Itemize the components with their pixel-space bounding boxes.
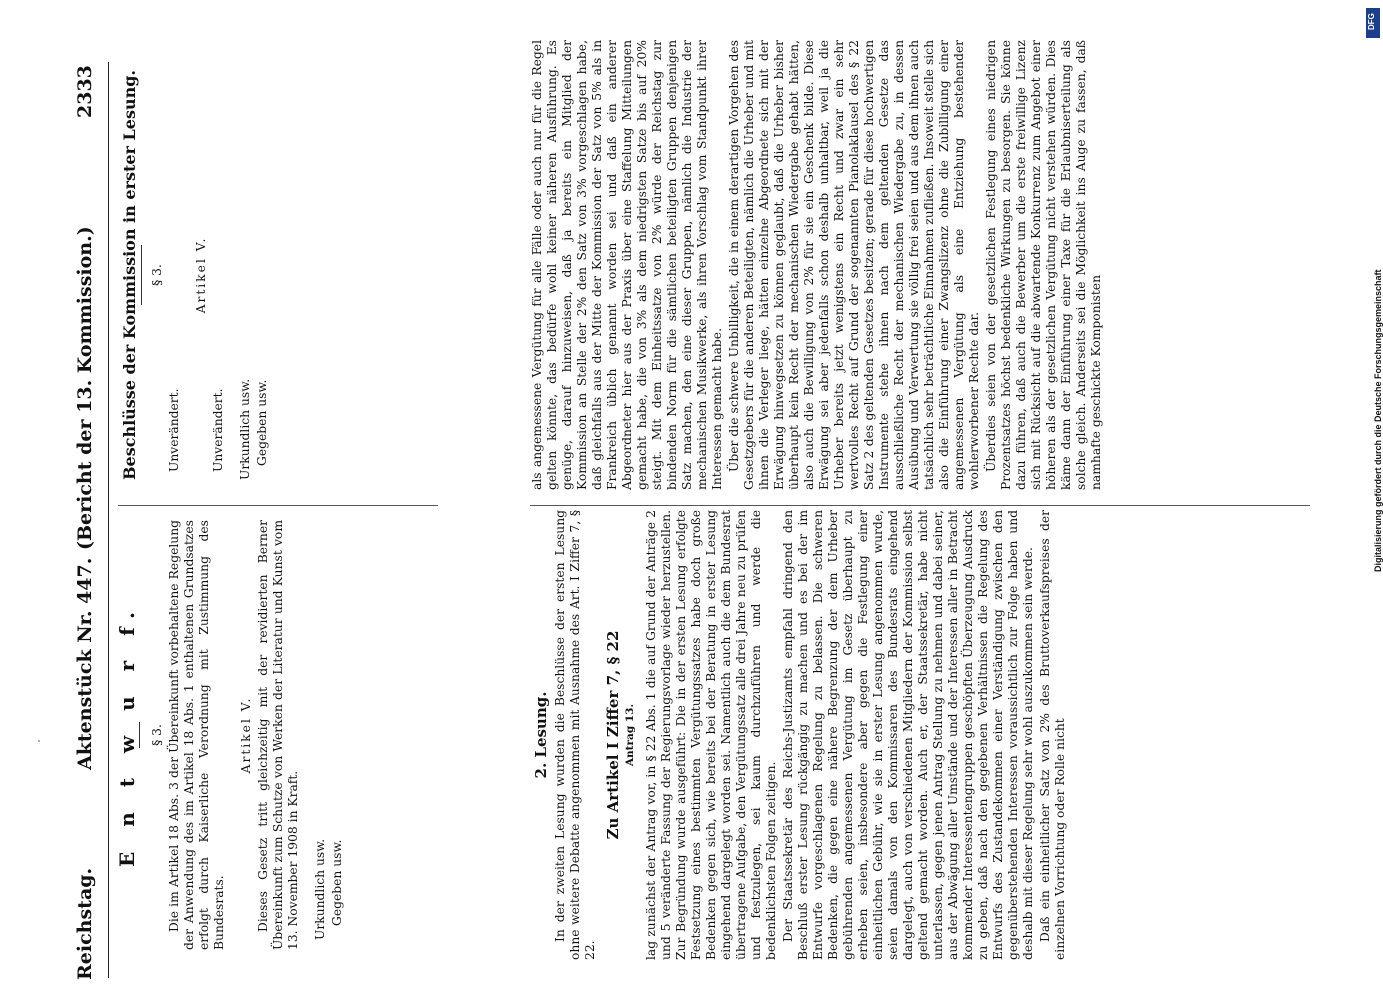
lesung-section — [530, 510, 1070, 960]
beschluesse-gegeben: Gegeben usw. — [255, 379, 269, 466]
lesung-heading: 2. Lesung. — [532, 691, 550, 779]
header-aktenstueck: Aktenstück Nr. 447. — [74, 557, 96, 770]
lesung-paragraph-3: Daß ein einheitlicher Satz von 2% des Bruttoverkaufspreises der einzelnen Vorrichtung oder Rolle nicht — [1038, 510, 1067, 960]
beschluesse-section — [118, 60, 272, 490]
digitization-credit-text: Digitalisierung gefördert durch die Deutsche Forschungsgemeinschaft — [1373, 269, 1383, 572]
beschluesse-paragraph-text: Unverändert. — [167, 388, 181, 472]
entwurf-paragraph-heading: § 3. — [150, 724, 164, 746]
entwurf-title-rule — [139, 722, 140, 748]
beschluesse-title-rule — [141, 245, 142, 305]
entwurf-gegeben: Gegeben usw. — [330, 839, 344, 926]
scan-speck — [38, 740, 40, 742]
header-bericht: (Bericht der 13. Kommission.) — [74, 226, 96, 550]
entwurf-title: E n t w u r f. — [115, 603, 139, 867]
beschluesse-article-heading: Artikel V. — [194, 236, 208, 314]
lesung-paragraph-1: lag zunächst der Antrag vor, in § 22 Abs. 1 die auf Grund der Anträge 2 und 5 veränderte Fassung der Regierungsvorlage wieder herzustellen. Zur Begründung wurde ausgeführt: Die in der ersten Lesung erfolgte Festsetzung eines bestimmten Vergütungssatzes habe doch große Bedenken gegen sich, wie bereits bei der Beratung in erster Lesung eingehend dargelegt worden sei. Namentlich auch die dem Bundesrat übertragene Aufgabe, den Vergütungssatz alle drei Jahre neu zu prüfen und festzulegen, sei kaum durchzuführen und werde die bedenklichsten Folgen zeitigen. — [644, 510, 778, 960]
entwurf-urkundlich: Urkundlich usw. — [313, 838, 327, 940]
beschluesse-urkundlich: Urkundlich usw. — [238, 378, 252, 480]
lesung-subheading: Zu Artikel I Ziffer 7, § 22 — [604, 630, 622, 840]
entwurf-section — [115, 520, 347, 950]
entwurf-paragraph-text: Die im Artikel 18 Abs. 3 der Übereinkunft vorbehaltene Regelung der Anwendung des im Artikel 18 Abs. 1 enthaltenen Grundsatzes erfolgt durch Kaiserliche Verordnung mit Zustimmung des Bundesrats. — [167, 520, 226, 950]
digitization-credit — [1366, 12, 1383, 572]
continuation-paragraph-1: als angemessene Vergütung für alle Fälle oder auch nur für die Regel gelten könnte, das bedürfe wohl keiner näheren Ausführung. Es genüge, darauf hinzuweisen, daß ja bereits ein Mitglied der Kommission an Stelle der 2% den Satz von 3% vorgeschlagen habe, daß gleichfalls aus der Mitte der Kommission der Satz von 5% als in Frankreich üblich genannt worden sei und daß ein anderer Abgeordneter hier aus der Praxis über eine Staffelung Mitteilungen gemacht habe, die von 3% als dem niedrigsten Satze bis auf 20% steigt. Mit dem Einheitssatze von 2% würde der Reichstag zur bindenden Norm für die sämtlichen beteiligten Gruppen denjenigen Satz machen, den eine dieser Gruppen, nämlich die Industrie der mechanischen Musikwerke, als ihren Vorschlag vom Standpunkt ihrer Interessen gemacht habe. — [530, 40, 724, 490]
page-number: 2333 — [74, 65, 96, 118]
running-header — [70, 60, 106, 980]
beschluesse-title: Beschlüsse der Kommission in erster Lesung. — [120, 70, 139, 480]
header-reichstag: Reichstag. — [74, 867, 96, 980]
continuation-section — [530, 40, 1106, 490]
column-divider-bottom — [530, 505, 1310, 506]
continuation-paragraph-2: Über die schwere Unbilligkeit, die in einem derartigen Vorgehen des Gesetzgebers für die anderen Beteiligten, nämlich die Urheber und mit ihnen die Verleger liege, hätten einzelne Abgeordnete sich mit der Erwägung hinwegsetzen zu können geglaubt, daß die Urheber bisher überhaupt kein Recht der mechanischen Wiedergabe gehabt hätten, also auch die Bewilligung von 2% für sie ein Geschenk bilde. Diese Erwägung sei aber jedenfalls schon deshalb unhaltbar, weil ja die Urheber bereits jetzt wenigstens ein Recht und zwar ein sehr wertvolles Recht auf Grund der sogenannten Pianolaklausel des § 22 Satz 2 des geltenden Gesetzes besitzen; gerade für diese hochwertigen Instrumente stehe ihnen nach dem geltenden Gesetze das ausschließliche Recht der mechanischen Wiedergabe zu, in dessen Ausübung und Verwertung sie völlig frei seien und aus dem ihnen auch tatsächlich sehr beträchtliche Einnahmen zufließen. Insoweit stelle sich also die Einführung einer Zwangslizenz ohne die Zubilligung einer angemessenen Vergütung als eine Entziehung bestehender wohlerworbener Rechte dar. — [727, 40, 981, 490]
beschluesse-paragraph-heading: § 3. — [150, 264, 164, 286]
beschluesse-article-text: Unverändert. — [211, 388, 225, 472]
lesung-paragraph-2: Der Staatssekretär des Reichs-Justizamts empfahl dringend den Beschluß erster Lesung rückgängig zu machen und es bei der im Entwurfe vorgeschlagenen Regelung zu belassen. Die schweren Bedenken, die gegen eine nähere Begrenzung der dem Urheber gebührenden angemessenen Vergütung im Gesetz überhaupt zu erheben seien, insbesondere aber gegen die Festlegung einer einheitlichen Gebühr, wie sie in erster Lesung angenommen wurde, seien damals von den Kommissaren des Bundesrats eingehend dargelegt, auch von verschiedenen Mitgliedern der Kommission selbst geltend gemacht worden. Auch er, der Staatssekretär, habe nicht unterlassen, gegen jenen Antrag Stellung zu nehmen und dabei seiner, aus der Abwägung aller Umstände und der Interessen aller in Betracht kommender Interessentengruppen geschöpften Überzeugung Ausdruck zu geben, daß nach den gegebenen Verhältnissen die Regelung des Entwurfs des Zustandekommen einer Verständigung zwischen den gegenüberstehenden Interessen voraussichtlich zur Folge haben und deshalb mit dieser Regelung sehr wohl auszukommen sein werde. — [781, 510, 1035, 960]
entwurf-article-text: Dieses Gesetz tritt gleichzeitig mit der revidierten Berner Übereinkunft zum Schutze von Werken der Literatur und Kunst vom 13. November 1908 in Kraft. — [256, 520, 300, 950]
column-divider-top — [118, 505, 438, 506]
lesung-intro: In der zweiten Lesung wurden die Beschlüsse der ersten Lesung ohne weitere Debatte angenommen mit Ausnahme des Art. I Ziffer 7, § 22. — [553, 510, 597, 960]
entwurf-article-heading: Artikel V. — [239, 696, 253, 774]
dfg-logo: DFG — [1366, 8, 1380, 38]
header-rule — [108, 62, 109, 978]
continuation-paragraph-3: Überdies seien von der gesetzlichen Festlegung eines niedrigen Prozentsatzes höchst bedenkliche Wirkungen zu besorgen. Sie könne dazu führen, daß auch die Bewerber um die erste freiwillige Lizenz sich mit Rücksicht auf die abwartende Konkurrenz zum Angebot einer höheren als der gesetzlichen Vergütung nicht verstehen würden. Dies käme dann der Einführung einer Taxe für die Erlaubniserteilung als solche gleich. Anderseits sei die Möglichkeit ins Auge zu fassen, daß namhafte geschickte Komponisten — [984, 40, 1103, 490]
lesung-antrag: Antrag 13. — [624, 703, 636, 767]
